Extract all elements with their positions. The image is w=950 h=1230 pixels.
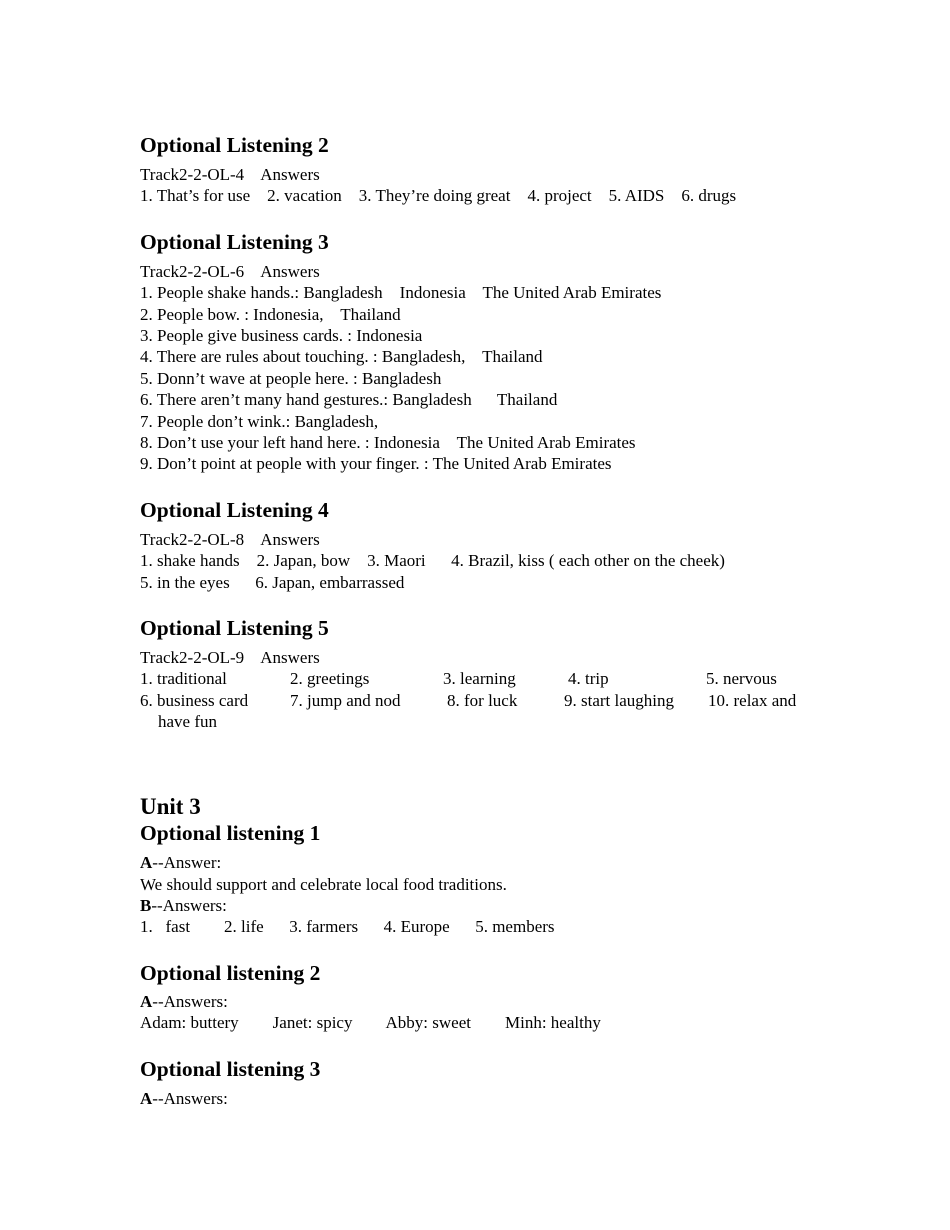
answer-line: 5. in the eyes 6. Japan, embarrassed: [140, 573, 405, 592]
part-a-label: [140, 991, 228, 1012]
part-letter: A: [140, 853, 153, 872]
section-title-ol4: Optional Listening 4: [140, 498, 329, 522]
track-label: Track2-2-OL-9 Answers: [140, 648, 320, 667]
part-heading: --Answers:: [152, 992, 228, 1011]
track-label: Track2-2-OL-6 Answers: [140, 262, 320, 281]
answer-item: 1. traditional: [140, 669, 227, 688]
track-label: Track2-2-OL-8 Answers: [140, 530, 320, 549]
answers-line: 1. fast 2. life 3. farmers 4. Europe 5. members: [140, 917, 555, 936]
unit-title: Unit 3: [140, 794, 201, 819]
answers-line: 1. That’s for use 2. vacation 3. They’re doing great 4. project 5. AIDS 6. drugs: [140, 186, 737, 205]
answer-line: 5. Donn’t wave at people here. : Bangladesh: [140, 369, 442, 388]
answer-item: 6. business card: [140, 691, 249, 710]
section-title-ol3: Optional Listening 3: [140, 230, 329, 254]
answer-line: 6. There aren’t many hand gestures.: Bangladesh Thailand: [140, 390, 558, 409]
section-title-u3-ol1: Optional listening 1: [140, 821, 321, 845]
answer-line: 3. People give business cards. : Indonesia: [140, 326, 423, 345]
answer-item: 7. jump and nod: [290, 691, 401, 710]
part-letter: B: [140, 896, 152, 915]
answers-line: Adam: buttery Janet: spicy Abby: sweet Minh: healthy: [140, 1013, 601, 1032]
answer-item-continued: have fun: [158, 712, 218, 731]
answer-item: 2. greetings: [290, 669, 370, 688]
part-letter: A: [140, 992, 153, 1011]
answer-item: 9. start laughing: [564, 691, 675, 710]
section-title-u3-ol3: Optional listening 3: [140, 1057, 321, 1081]
answer-line: 9. Don’t point at people with your finger. : The United Arab Emirates: [140, 454, 612, 473]
part-letter: A: [140, 1089, 153, 1108]
answer-item: 8. for luck: [447, 691, 518, 710]
answer-line: 7. People don’t wink.: Bangladesh,: [140, 412, 379, 431]
answer-item: 4. trip: [568, 669, 609, 688]
answer-item: 3. learning: [443, 669, 516, 688]
part-a-label: [140, 1088, 228, 1109]
answer-line: 4. There are rules about touching. : Bangladesh, Thailand: [140, 347, 543, 366]
part-heading: --Answer:: [152, 853, 222, 872]
section-title-ol2: Optional Listening 2: [140, 133, 329, 157]
track-label: Track2-2-OL-4 Answers: [140, 165, 320, 184]
answer-line: We should support and celebrate local food traditions.: [140, 875, 507, 894]
part-b-label: [140, 895, 227, 916]
answer-line: 2. People bow. : Indonesia, Thailand: [140, 305, 401, 324]
answer-line: 8. Don’t use your left hand here. : Indonesia The United Arab Emirates: [140, 433, 636, 452]
answer-item: 10. relax and: [708, 691, 797, 710]
section-title-u3-ol2: Optional listening 2: [140, 961, 321, 985]
answer-line: 1. People shake hands.: Bangladesh Indonesia The United Arab Emirates: [140, 283, 662, 302]
answer-item: 5. nervous: [706, 669, 777, 688]
section-title-ol5: Optional Listening 5: [140, 616, 329, 640]
part-a-label: [140, 852, 221, 873]
part-heading: --Answers:: [152, 1089, 228, 1108]
answer-line: 1. shake hands 2. Japan, bow 3. Maori 4. Brazil, kiss ( each other on the cheek): [140, 551, 725, 570]
part-heading: --Answers:: [151, 896, 227, 915]
